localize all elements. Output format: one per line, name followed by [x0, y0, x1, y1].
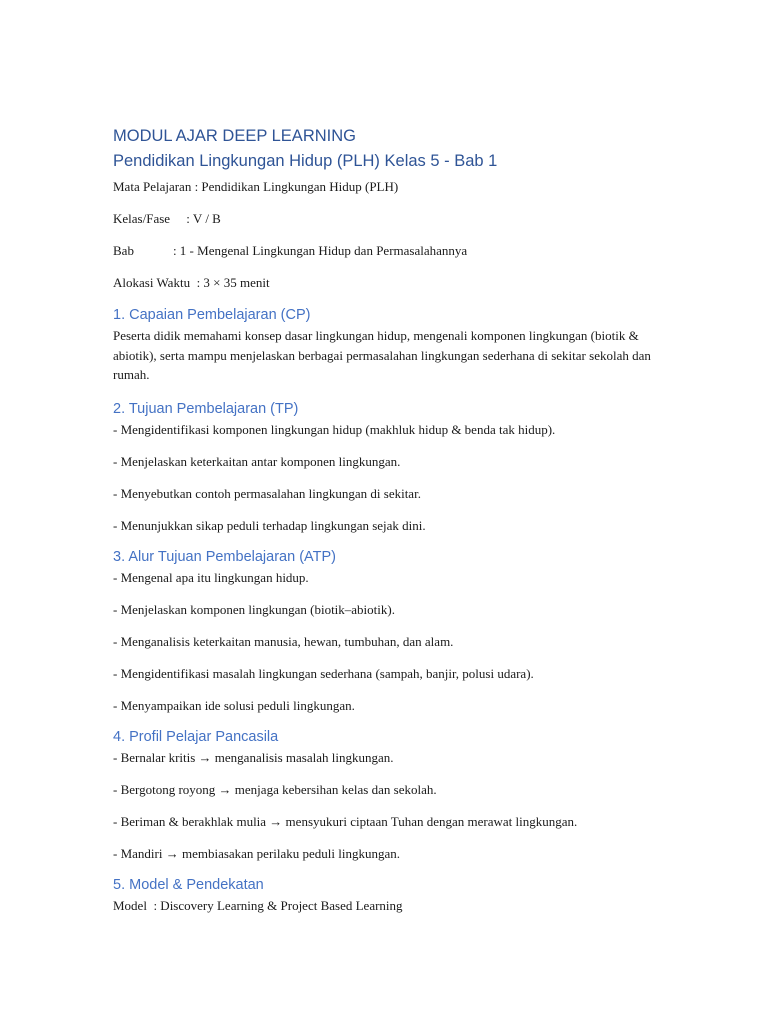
list-item: - Menyampaikan ide solusi peduli lingkungan. [113, 697, 355, 713]
document-title: MODUL AJAR DEEP LEARNING [113, 127, 356, 145]
list-item: - Menunjukkan sikap peduli terhadap lingkungan sejak dini. [113, 517, 426, 533]
list-item: - Menjelaskan komponen lingkungan (biotik–abiotik). [113, 601, 395, 617]
document-subtitle: Pendidikan Lingkungan Hidup (PLH) Kelas 5 - Bab 1 [113, 152, 498, 170]
info-bab: Bab : 1 - Mengenal Lingkungan Hidup dan Permasalahannya [113, 243, 468, 258]
section-alur-tujuan-pembelajaran [113, 546, 673, 715]
document-content [113, 124, 673, 928]
list-item: - Menganalisis keterkaitan manusia, hewan, tumbuhan, dan alam. [113, 633, 454, 649]
section-heading: 5. Model & Pendekatan [113, 876, 264, 893]
list-item: - Menjelaskan keterkaitan antar komponen lingkungan. [113, 453, 401, 469]
info-kelas-fase: Kelas/Fase : V / B [113, 211, 221, 226]
section-paragraph: Peserta didik memahami konsep dasar lingkungan hidup, mengenali komponen lingkungan (biotik & abiotik), serta mampu menjelaskan berbagai permasalahan lingkungan sederhana di sekitar sekolah dan rumah. [113, 328, 651, 382]
list-item: - Bergotong royong → menjaga kebersihan kelas dan sekolah. [113, 781, 437, 797]
list-item: - Mengidentifikasi komponen lingkungan hidup (makhluk hidup & benda tak hidup). [113, 421, 556, 437]
list-item: - Mandiri → membiasakan perilaku peduli lingkungan. [113, 845, 401, 861]
list-item: - Bernalar kritis → menganalisis masalah lingkungan. [113, 749, 394, 765]
list-item: Model : Discovery Learning & Project Based Learning [113, 897, 403, 913]
section-model-pendekatan [113, 874, 673, 915]
info-mata-pelajaran: Mata Pelajaran : Pendidikan Lingkungan Hidup (PLH) [113, 179, 399, 194]
section-heading: 1. Capaian Pembelajaran (CP) [113, 307, 311, 323]
list-item: - Beriman & berakhlak mulia → mensyukuri ciptaan Tuhan dengan merawat lingkungan. [113, 813, 578, 829]
section-capaian-pembelajaran [113, 304, 673, 385]
section-tujuan-pembelajaran [113, 398, 673, 535]
section-heading: 3. Alur Tujuan Pembelajaran (ATP) [113, 548, 336, 565]
section-heading: 4. Profil Pelajar Pancasila [113, 728, 279, 745]
list-item: - Mengenal apa itu lingkungan hidup. [113, 569, 309, 585]
list-item: - Mengidentifikasi masalah lingkungan sederhana (sampah, banjir, polusi udara). [113, 665, 534, 681]
section-profil-pelajar-pancasila [113, 726, 673, 863]
list-item: - Menyebutkan contoh permasalahan lingkungan di sekitar. [113, 485, 421, 501]
section-heading: 2. Tujuan Pembelajaran (TP) [113, 400, 299, 417]
info-alokasi-waktu: Alokasi Waktu : 3 × 35 menit [113, 275, 270, 290]
